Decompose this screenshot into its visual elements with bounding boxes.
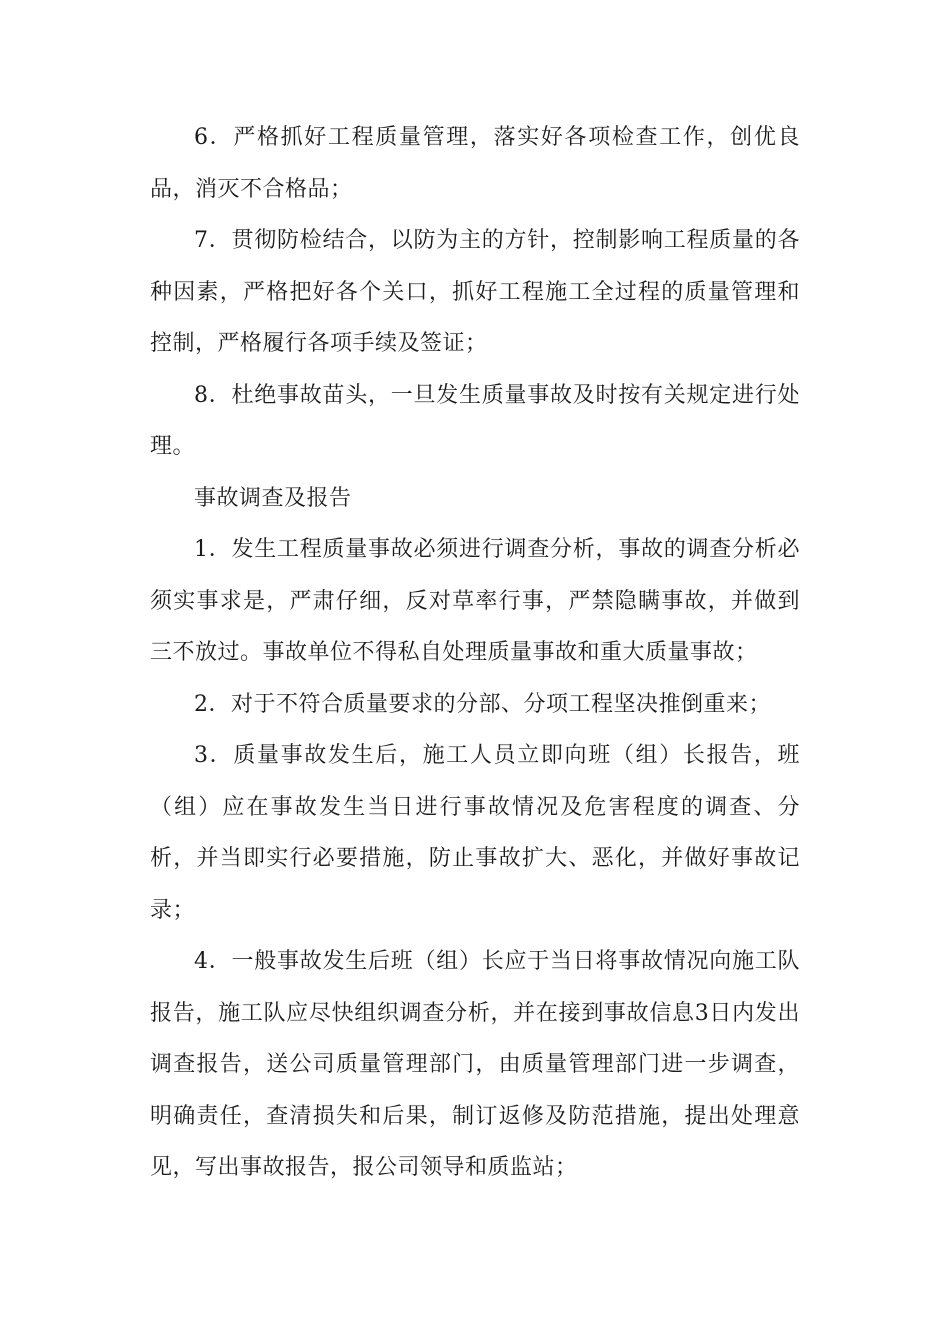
paragraph-item-7: 7．贯彻防检结合，以防为主的方针，控制影响工程质量的各种因素，严格把好各个关口，抓好工程施工全过程的质量管理和控制，严格履行各项手续及签证；: [150, 228, 800, 356]
paragraph-item-6: 6．严格抓好工程质量管理，落实好各项检查工作，创优良品，消灭不合格品；: [150, 125, 800, 202]
paragraph-item-4: 4．一般事故发生后班（组）长应于当日将事故情况向施工队报告，施工队应尽快组织调查分析，并在接到事故信息3日内发出调查报告，送公司质量管理部门，由质量管理部门进一步调查，明确责任，查清损失和后果，制订返修及防范措施，提出处理意见，写出事故报告，报公司领导和质监站；: [150, 949, 800, 1180]
paragraph-item-2: 2．对于不符合质量要求的分部、分项工程坚决推倒重来；: [194, 691, 771, 717]
paragraph-item-8: 8．杜绝事故苗头，一旦发生质量事故及时按有关规定进行处理。: [150, 382, 800, 459]
section-heading: 事故调查及报告: [194, 485, 352, 511]
document-body: [150, 112, 800, 1194]
paragraph-item-1: 1．发生工程质量事故必须进行调查分析，事故的调查分析必须实事求是，严肃仔细，反对草率行事，严禁隐瞒事故，并做到三不放过。事故单位不得私自处理质量事故和重大质量事故；: [150, 537, 800, 665]
paragraph-item-3: 3．质量事故发生后，施工人员立即向班（组）长报告，班（组）应在事故发生当日进行事故情况及危害程度的调查、分析，并当即实行必要措施，防止事故扩大、恶化，并做好事故记录；: [150, 743, 800, 923]
